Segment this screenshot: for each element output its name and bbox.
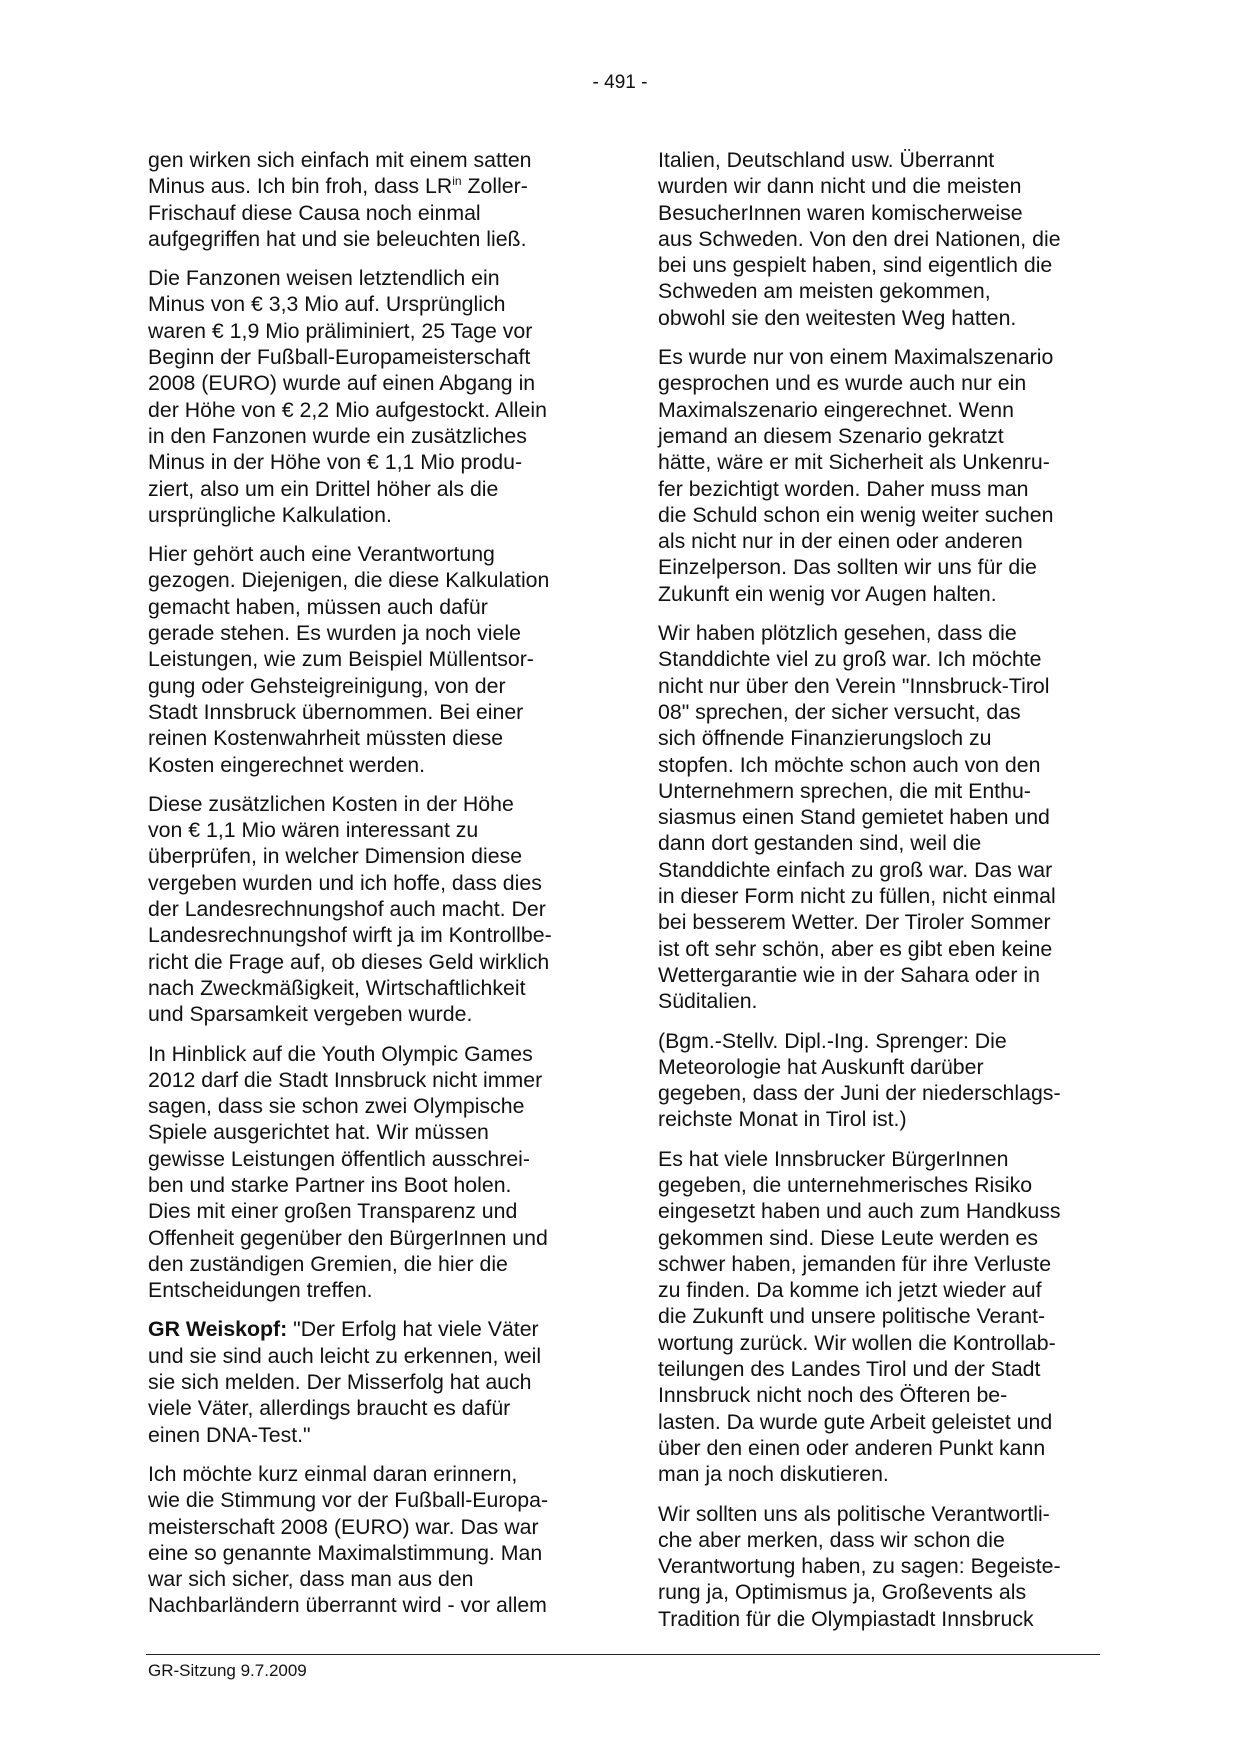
right-column [658,147,1100,1645]
paragraph: Wir sollten uns als politische Verantwortli- che aber merken, dass wir schon die Verantwortung haben, zu sagen: Begeiste- rung ja, Optimismus ja, Großevents als Tradition für die Olympiastadt Innsbruck [658,1501,1061,1631]
speaker-name: GR Weiskopf: [148,1317,288,1342]
left-column [148,147,590,1632]
paragraph [148,147,590,252]
paragraph: Es wurde nur von einem Maximalszenario gesprochen und es wurde auch nur ein Maximalszenario eingerechnet. Wenn jemand an diesem Szenario gekratzt hätte, wäre er mit Sicherheit als Unkenru- fer bezichtigt worden. Daher muss man die Schuld schon ein wenig weiter suchen als nicht nur in der einen oder anderen Einzelperson. Das sollten wir uns für die Zukunft ein wenig vor Augen halten. [658,345,1054,606]
footer-text: GR-Sitzung 9.7.2009 [148,1661,307,1680]
paragraph: Diese zusätzlichen Kosten in der Höhe von € 1,1 Mio wären interessant zu überprüfen, in welcher Dimension diese vergeben wurden und ich hoffe, dass dies der Landesrechnungshof auch macht. Der Landesrechnungshof wirft ja im Kontrollbe- richt die Frage auf, ob dieses Geld wirklich nach Zweckmäßigkeit, Wirtschaftlichkeit und Sparsamkeit vergeben wurde. [148,791,552,1027]
paragraph-text: gen wirken sich einfach mit einem satten Minus aus. Ich bin froh, dass LR [148,148,532,199]
paragraph-text: Zoller- Frischauf diese Causa noch einmal aufgegriffen hat und sie beleuchten ließ. [148,174,528,251]
paragraph-text: "Der Erfolg hat viele Väter und sie sind auch leicht zu erkennen, weil sie sich melden. Der Misserfolg hat auch viele Väter, allerdings braucht es dafür einen DNA-Test." [148,1317,542,1447]
superscript: in [452,174,462,189]
paragraph: Wir haben plötzlich gesehen, dass die Standdichte viel zu groß war. Ich möchte nicht nur über den Verein "Innsbruck-Tirol 08" sprechen, der sicher versucht, das sich öffnende Finanzierungsloch zu stopfen. Ich möchte schon auch von den Unternehmern sprechen, die mit Enthu- siasmus einen Stand gemietet haben und dann dort gestanden sind, weil die Standdichte einfach zu groß war. Das war in dieser Form nicht zu füllen, nicht einmal bei besserem Wetter. Der Tiroler Sommer ist oft sehr schön, aber es gibt eben keine Wettergarantie wie in der Sahara oder in Süditalien. [658,621,1056,1014]
footer-divider [146,1654,1100,1655]
page-number: - 491 - [592,72,648,93]
paragraph: (Bgm.-Stellv. Dipl.-Ing. Sprenger: Die Meteorologie hat Auskunft darüber gegeben, dass der Juni der niederschlags- reichste Monat in Tirol ist.) [658,1028,1061,1132]
paragraph: Hier gehört auch eine Verantwortung gezogen. Diejenigen, die diese Kalkulation gemacht haben, müssen auch dafür gerade stehen. Es wurden ja noch viele Leistungen, wie zum Beispiel Müllentsor- gung oder Gehsteigreinigung, von der Stadt Innsbruck übernommen. Bei einer reinen Kostenwahrheit müssten diese Kosten eingerechnet werden. [148,542,550,777]
paragraph: Italien, Deutschland usw. Überrannt wurden wir dann nicht und die meisten BesucherInnen waren komischerweise aus Schweden. Von den drei Nationen, die bei uns gespielt haben, sind eigentlich die Schweden am meisten gekommen, obwohl sie den weitesten Weg hatten. [658,148,1061,330]
paragraph: Die Fanzonen weisen letztendlich ein Minus von € 3,3 Mio auf. Ursprünglich waren € 1,9 Mio präliminiert, 25 Tage vor Beginn der Fußball-Europameisterschaft 2008 (EURO) wurde auf einen Abgang in der Höhe von € 2,2 Mio aufgestockt. Allein in den Fanzonen wurde ein zusätzliches Minus in der Höhe von € 1,1 Mio produ- ziert, also um ein Drittel höher als die ursprüngliche Kalkulation. [148,266,547,527]
paragraph: In Hinblick auf die Youth Olympic Games 2012 darf die Stadt Innsbruck nicht immer sagen, dass sie schon zwei Olympische Spiele ausgerichtet hat. Wir müssen gewisse Leistungen öffentlich ausschrei- ben und starke Partner ins Boot holen. Dies mit einer großen Transparenz und Offenheit gegenüber den BürgerInnen und den zuständigen Gremien, die hier die Entscheidungen treffen. [148,1041,548,1303]
paragraph: Ich möchte kurz einmal daran erinnern, wie die Stimmung vor der Fußball-Europa- meisterschaft 2008 (EURO) war. Das war eine so genannte Maximalstimmung. Man war sich sicher, dass man aus den Nachbarländern überrannt wird - vor allem [148,1461,549,1618]
paragraph [148,1316,590,1447]
paragraph: Es hat viele Innsbrucker BürgerInnen gegeben, die unternehmerisches Risiko eingesetzt haben und auch zum Handkuss gekommen sind. Diese Leute werden es schwer haben, jemanden für ihre Verluste zu finden. Da komme ich jetzt wieder auf die Zukunft und unsere politische Verant- wortung zurück. Wir wollen die Kontrollab- teilungen des Landes Tirol und der Stadt Innsbruck nicht noch des Öfteren be- lasten. Da wurde gute Arbeit geleistet und über den einen oder anderen Punkt kann man ja noch diskutieren. [658,1146,1061,1487]
